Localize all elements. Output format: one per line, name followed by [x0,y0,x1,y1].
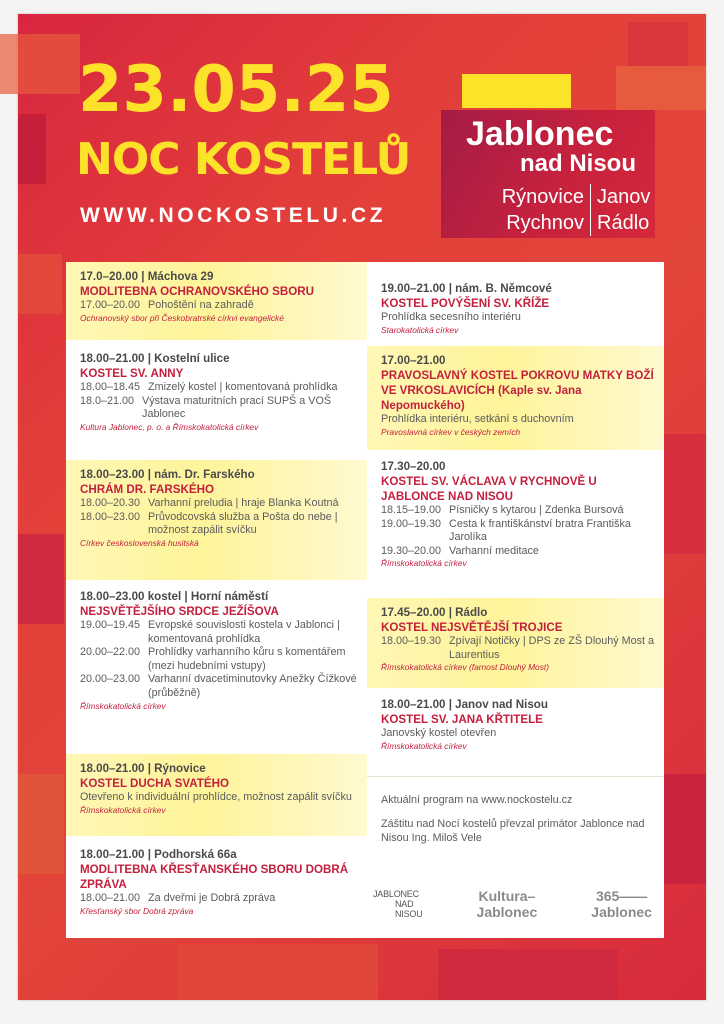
website-url: WWW.NOCKOSTELU.CZ [80,204,387,227]
event-block [367,346,664,450]
church-name: KOSTEL SV. ANNY [80,367,184,380]
program-item [381,504,658,518]
partner-logos [367,884,664,924]
city-part: Rádlo [597,212,650,234]
program-item [80,673,361,700]
logo-line: Jablonec [591,904,652,920]
event-date: 23.05.25 [78,53,394,127]
patron-note [367,810,664,850]
item-desc: Zpívají Notičky | DPS ze ZŠ Dlouhý Most a Laurentius [449,635,655,661]
event-block [66,460,367,580]
item-time: 20.00–23.00 [80,673,141,686]
event-header: 18.00–21.00 | Rýnovice [80,762,206,775]
item-desc: Zmizelý kostel | komentovaná prohlídka [148,381,338,393]
event-header: 17.0–20.00 | Máchova 29 [80,270,214,283]
city-name: Jablonec [466,115,614,153]
logo-line: JABLONEC [373,889,419,899]
city-parts [477,184,650,236]
city-subtitle: nad Nisou [520,150,637,177]
item-desc: Výstava maturitních prací SUPŠ a VOŠ Jablonec [142,394,332,421]
event-header: 18.00–21.00 | Kostelní ulice [80,352,230,365]
event-header: 17.45–20.00 | Rádlo [381,606,488,619]
item-desc: Varhanní dvacetiminutovky Anežky Čížkové (průběžně) [148,673,357,699]
item-desc: Pohoštění na zahradě [148,299,254,311]
event-block [66,262,367,340]
logo-line: NAD [395,899,414,909]
item-time: 18.00–20.30 [80,497,141,509]
item-time: 18.15–19.00 [381,504,442,516]
organizer: Církev československá husitská [80,537,199,548]
event-block [66,344,367,458]
event-header: 18.00–23.00 kostel | Horní náměstí [80,590,269,603]
church-name: KOSTEL SV. VÁCLAVA V RYCHNOVĚ U JABLONCE NAD NISOU [381,475,597,503]
event-header: 17.30–20.00 [381,460,446,473]
organizer: Pravoslavná církev v českých zemích [381,426,521,437]
item-desc: Cesta k františkánství bratra Františka Jarolíka [449,517,631,544]
logo-line: 365—— [595,888,648,904]
event-block [66,582,367,750]
item-desc: Průvodcovská služba a Pošta do nebe | možnost zapálit svíčku [148,510,338,537]
city-part: Rýnovice [477,184,591,210]
event-block [66,840,367,938]
church-name: CHRÁM DR. FARSKÉHO [80,483,214,496]
program-item [80,395,361,422]
church-name: KOSTEL SV. JANA KŘTITELE [381,713,543,726]
item-desc: Za dveřmi je Dobrá zpráva [148,892,276,904]
program-panel [66,262,664,938]
item-time: 17.00–20.00 [80,299,141,311]
program-item [381,518,658,545]
item-time: 18.0–21.00 [80,394,135,407]
event-header: 18.00–21.00 | Podhorská 66a [80,848,237,861]
organizer: Ochranovský sbor při Českobratrské církvi evangelické [80,312,284,323]
organizer: Římskokatolická církev [80,700,166,711]
organizer: Kultura Jablonec, p. o. a Římskokatolická církev [80,421,259,432]
item-desc: Varhanní preludia | hraje Blanka Koutná [148,497,339,509]
program-item [80,381,361,395]
event-text: Prohlídka secesního interiéru [381,311,521,323]
item-desc: Prohlídky varhanního kůru s komentářem (mezi hudebními vstupy) [148,646,346,672]
logo-line: NISOU [395,909,423,919]
item-time: 19.30–20.00 [381,544,442,557]
program-item [381,635,658,662]
item-time: 19.00–19.45 [80,619,141,631]
organizer: Římskokatolická církev (farnost Dlouhý Most) [381,662,550,673]
city-part: Janov [597,186,651,208]
church-name: MODLITEBNA OCHRANOVSKÉHO SBORU [80,285,315,298]
event-block [367,274,664,344]
event-text: Otevřeno k individuální prohlídce, možnost zapálit svíčku [80,791,352,803]
organizer: Římskokatolická církev [381,740,467,751]
item-time: 20.00–22.00 [80,646,141,659]
program-item [381,545,658,559]
event-header: 18.00–21.00 | Janov nad Nisou [381,698,548,711]
jablonec-logo [373,889,423,919]
city-part: Rychnov [477,210,591,236]
event-header: 18.00–23.00 | nám. Dr. Farského [80,468,255,481]
event-header: 19.00–21.00 | nám. B. Němcové [381,282,552,295]
item-time: 18.00–21.00 [80,892,141,904]
yellow-accent-bar [462,74,571,108]
program-item [80,619,361,646]
organizer: Římskokatolická církev [80,804,166,815]
logo-line: Jablonec [476,904,538,920]
program-item [80,497,361,511]
logo-line: Kultura– [478,888,536,904]
organizer: Křesťanský sbor Dobrá zpráva [80,905,194,916]
event-block [66,754,367,836]
event-block [367,452,664,596]
event-header: 17.00–21.00 [381,354,446,367]
event-text: Janovský kostel otevřen [381,727,497,739]
program-link-text: Aktuální program na www.nockostelu.cz [381,794,573,806]
item-desc: Varhanní meditace [449,544,539,557]
church-name: MODLITEBNA KŘESŤANSKÉHO SBORU DOBRÁ ZPRÁVA [80,863,349,891]
organizer: Starokatolická církev [381,324,459,335]
item-desc: Evropské souvislosti kostela v Jablonci | komentovaná prohlídka [148,619,340,645]
church-name: NEJSVĚTĚJŠÍHO SRDCE JEŽÍŠOVA [80,605,279,618]
church-name: KOSTEL NEJSVĚTĚJŠÍ TROJICE [381,621,563,634]
church-name: KOSTEL POVÝŠENÍ SV. KŘÍŽE [381,297,550,310]
program-item [80,511,361,538]
event-block [367,690,664,770]
365-jablonec-logo [591,888,652,920]
item-time: 18.00–23.00 [80,510,141,523]
program-item [80,892,361,906]
item-desc: Písničky s kytarou | Zdenka Bursová [449,504,624,516]
church-name: KOSTEL DUCHA SVATÉHO [80,777,230,790]
church-name: PRAVOSLAVNÝ KOSTEL POKROVU MATKY BOŽÍ VE VRKOSLAVICÍCH (Kaple sv. Jana Nepomuckého) [381,369,654,412]
divider [367,776,664,777]
event-block [367,598,664,688]
organizer: Římskokatolická církev [381,558,467,569]
item-time: 19.00–19.30 [381,517,442,530]
event-title: NOC KOSTELŮ [76,134,411,185]
event-text: Prohlídka interiéru, setkání s duchovním [381,413,574,425]
program-item [80,299,361,313]
item-time: 18.00–18.45 [80,381,141,393]
program-item [80,646,361,673]
item-time: 18.00–19.30 [381,635,442,647]
kultura-jablonec-logo [477,888,538,920]
patron-text: Záštitu nad Nocí kostelů převzal primátor Jablonce nad Nisou Ing. Miloš Vele [381,818,645,844]
